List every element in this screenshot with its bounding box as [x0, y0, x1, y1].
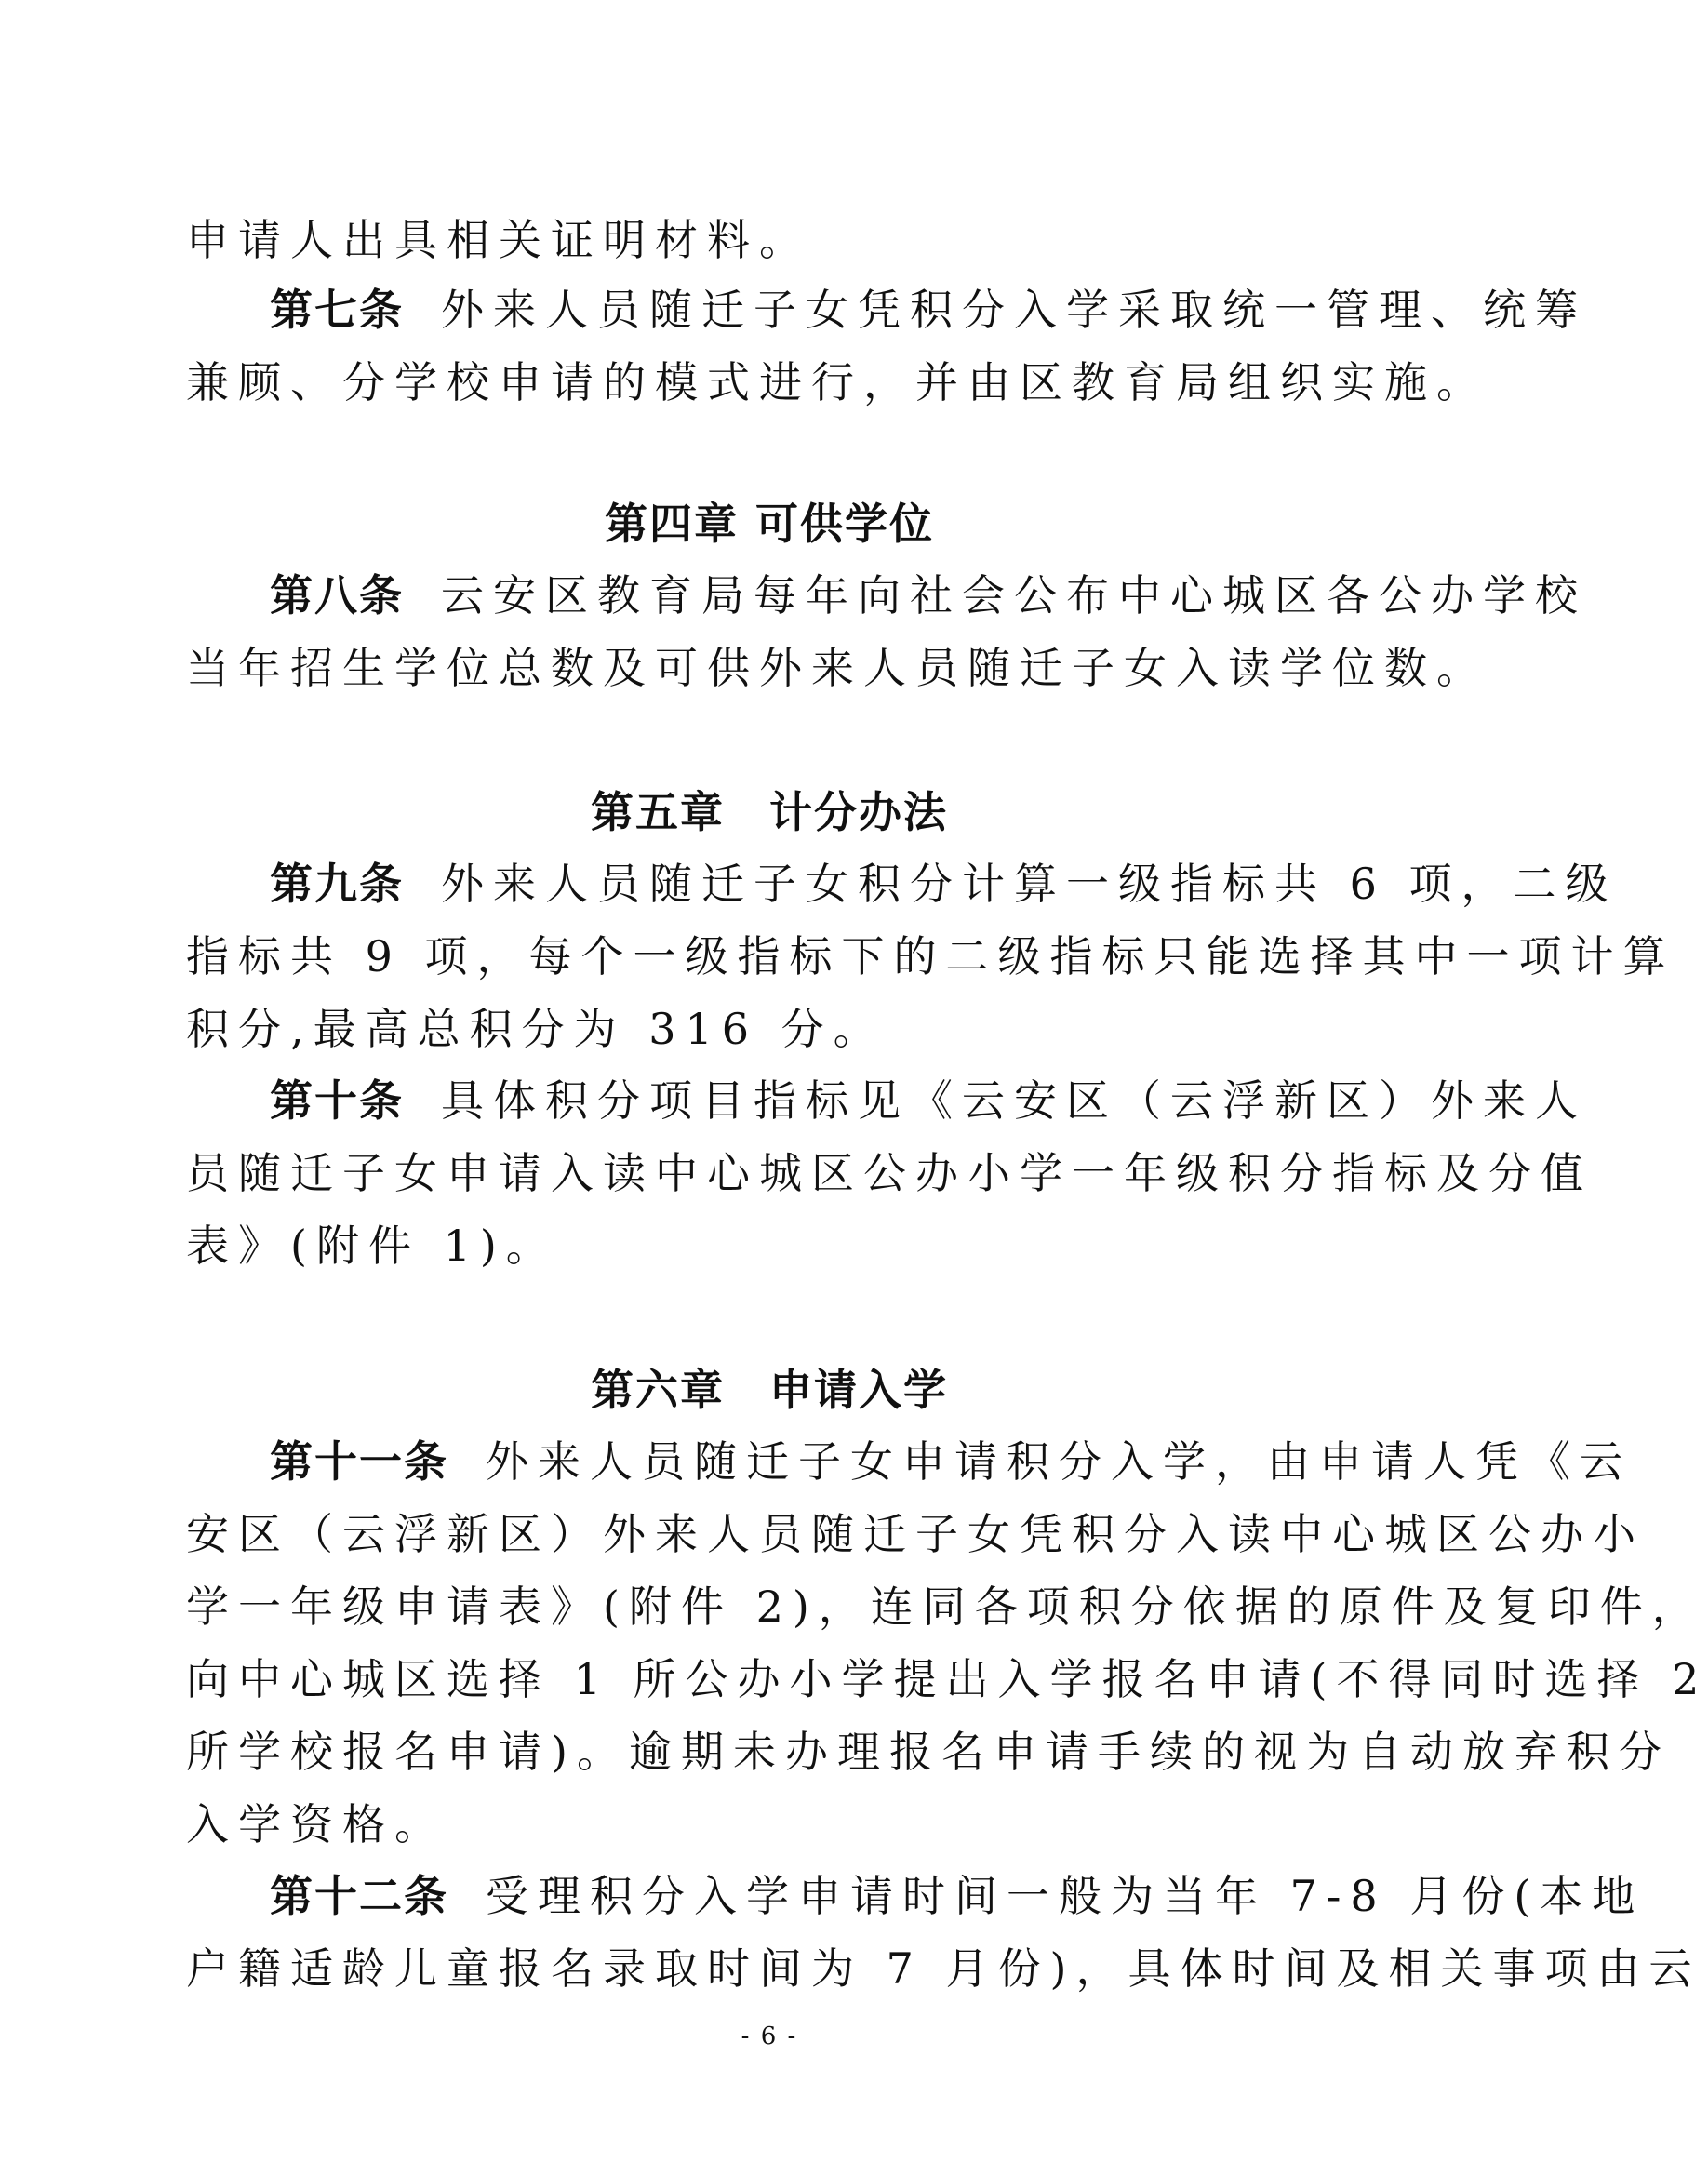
article-11-line-2: 安区（云浮新区）外来人员随迁子女凭积分入读中心城区公办小 — [186, 1509, 1645, 1559]
article-11-text-1: 外来人员随迁子女申请积分入学，由申请人凭《云 — [486, 1436, 1632, 1487]
chapter-5-heading: 第五章 计分办法 — [591, 787, 948, 837]
article-12-text-1: 受理积分入学申请时间一般为当年 7-8 月份(本地 — [486, 1871, 1645, 1921]
article-8-label: 第八条 — [270, 570, 404, 621]
article-9-line-1 — [270, 858, 1618, 910]
article-11-line-4: 向中心城区选择 1 所公办小学提出入学报名申请(不得同时选择 2 — [186, 1654, 1708, 1704]
article-10-line-3: 表》(附件 1)。 — [186, 1221, 558, 1271]
article-7-text-1: 外来人员随迁子女凭积分入学采取统一管理、统筹 — [441, 285, 1587, 335]
article-10-text-1: 具体积分项目指标见《云安区（云浮新区）外来人 — [441, 1075, 1587, 1126]
article-7-line-1 — [270, 284, 1587, 336]
article-12-label: 第十二条 — [270, 1871, 448, 1921]
article-10-line-2: 员随迁子女申请入读中心城区公办小学一年级积分指标及分值 — [186, 1148, 1593, 1198]
chapter-4-heading: 第四章 可供学位 — [604, 499, 934, 549]
chapter-6-heading: 第六章 申请入学 — [591, 1365, 948, 1415]
article-11-line-6: 入学资格。 — [186, 1799, 447, 1849]
article-8-text-1: 云安区教育局每年向社会公布中心城区各公办学校 — [441, 570, 1587, 621]
article-11-line-3: 学一年级申请表》(附件 2)，连同各项积分依据的原件及复印件， — [186, 1582, 1704, 1632]
article-10-line-1 — [270, 1075, 1587, 1127]
article-7-label: 第七条 — [270, 285, 404, 335]
article-8-line-2: 当年招生学位总数及可供外来人员随迁子女入读学位数。 — [186, 643, 1488, 693]
article-9-line-2: 指标共 9 项，每个一级指标下的二级指标只能选择其中一项计算 — [186, 931, 1675, 981]
intro-line: 申请人出具相关证明材料。 — [186, 215, 811, 265]
article-11-line-1 — [270, 1435, 1632, 1488]
article-11-label: 第十一条 — [270, 1436, 448, 1487]
article-12-line-2: 户籍适龄儿童报名录取时间为 7 月份)，具体时间及相关事项由云 — [186, 1943, 1701, 1994]
article-9-text-1: 外来人员随迁子女积分计算一级指标共 6 项，二级 — [441, 859, 1618, 909]
page-number: - 6 - — [741, 2022, 798, 2050]
article-9-line-3: 积分,最高总积分为 316 分。 — [186, 1004, 886, 1054]
article-7-line-2: 兼顾、分学校申请的模式进行，并由区教育局组织实施。 — [186, 357, 1488, 407]
article-12-line-1 — [270, 1870, 1645, 1922]
article-10-label: 第十条 — [270, 1075, 404, 1126]
article-11-line-5: 所学校报名申请)。逾期未办理报名申请手续的视为自动放弃积分 — [186, 1727, 1671, 1777]
article-9-label: 第九条 — [270, 859, 404, 909]
article-8-line-1 — [270, 569, 1587, 621]
